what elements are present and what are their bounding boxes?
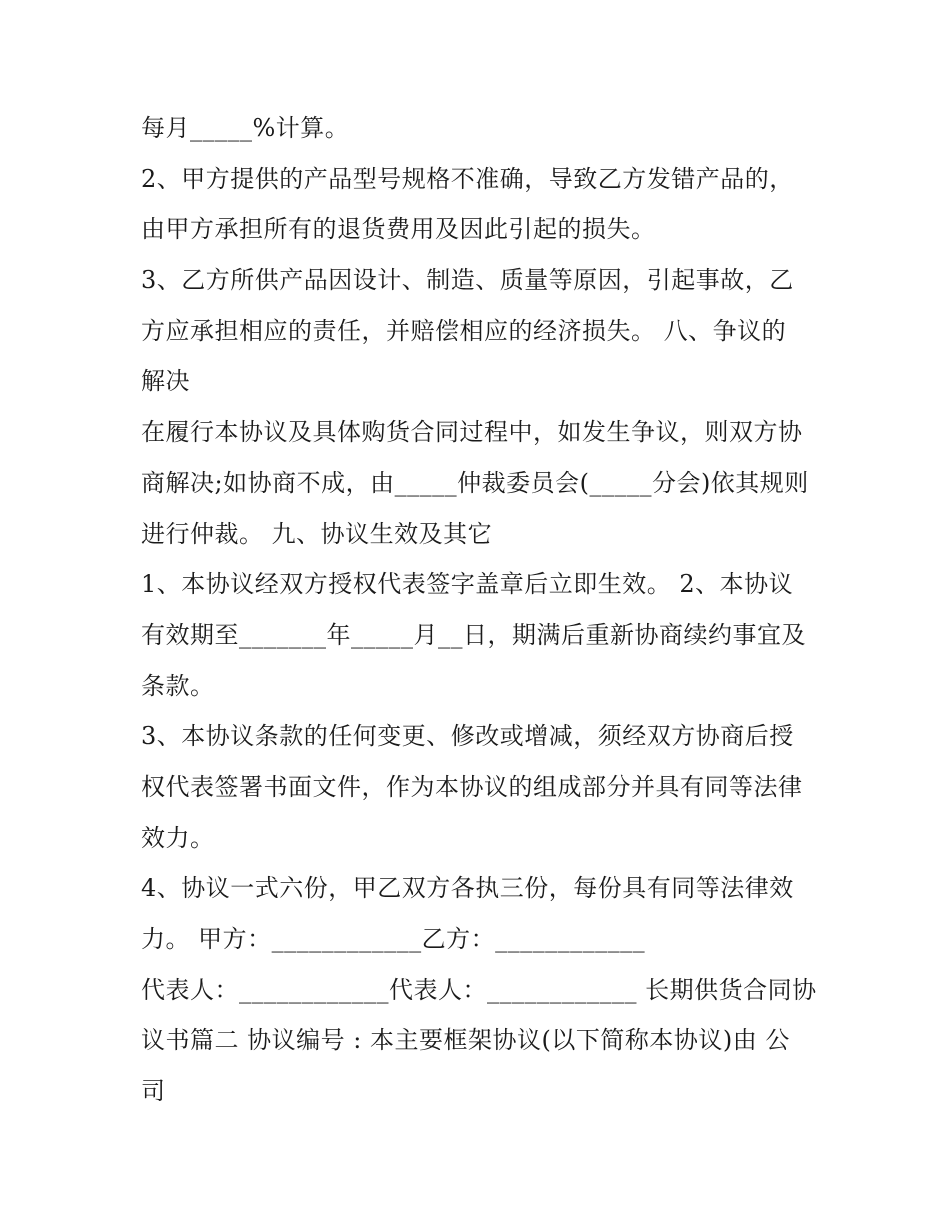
text-line: 由甲方承担所有的退货费用及因此引起的损失。 (141, 215, 656, 244)
text-line: 每月_____%计算。 (141, 114, 350, 142)
text-line: 1、本协议经双方授权代表签字盖章后立即生效。 2、本协议 (141, 570, 794, 599)
text-line: 3、本协议条款的任何变更、修改或增减，须经双方协商后授 (141, 722, 794, 751)
text-line: 权代表签署书面文件，作为本协议的组成部分并具有同等法律 (141, 772, 803, 801)
text-line: 有效期至_______年_____月__日，期满后重新协商续约事宜及 (141, 620, 806, 649)
text-line: 进行仲裁。 九、协议生效及其它 (141, 519, 493, 548)
text-line: 方应承担相应的责任，并赔偿相应的经济损失。 八、争议的 (141, 316, 787, 345)
text-line: 司 (141, 1077, 166, 1106)
text-line: 2、甲方提供的产品型号规格不准确，导致乙方发错产品的， (141, 164, 794, 193)
text-line: 议书篇二 协议编号 : 本主要框架协议(以下简称本协议)由 公 (141, 1026, 790, 1055)
text-line: 商解决;如协商不成，由_____仲裁委员会(_____分会)依其规则 (141, 468, 809, 497)
document-body (141, 103, 821, 1117)
text-line: 解决 (141, 367, 190, 396)
text-line: 效力。 (141, 823, 215, 852)
text-line: 3、乙方所供产品因设计、制造、质量等原因，引起事故，乙 (141, 266, 794, 295)
text-line: 代表人：____________代表人：____________ 长期供货合同协 (141, 975, 817, 1004)
text-line: 条款。 (141, 671, 215, 700)
text-line: 力。 甲方：____________乙方：____________ (141, 925, 646, 953)
text-line: 4、协议一式六份，甲乙双方各执三份，每份具有同等法律效 (141, 874, 794, 903)
text-line: 在履行本协议及具体购货合同过程中，如发生争议，则双方协 (141, 418, 803, 447)
